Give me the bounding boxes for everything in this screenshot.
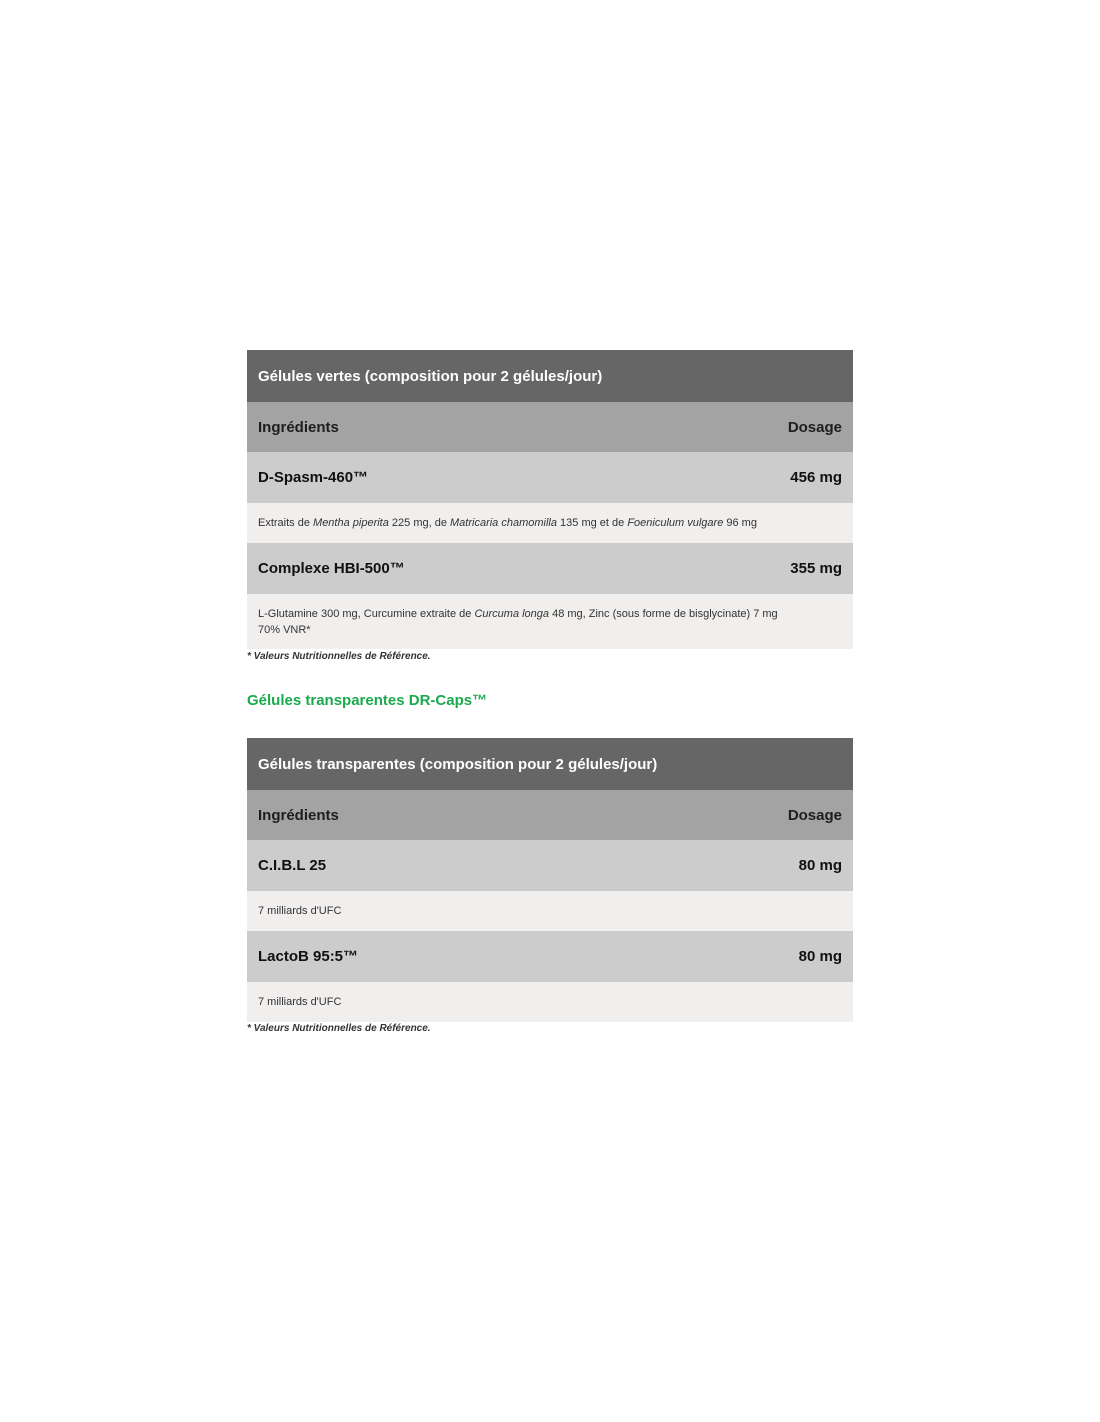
table-row [247,931,853,982]
table-title: Gélules vertes (composition pour 2 gélules/jour) [258,367,603,385]
ingredient-name: D-Spasm-460™ [258,469,369,486]
ingredient-name: C.I.B.L 25 [258,857,327,874]
ingredient-description [247,594,853,649]
table-title-row [247,738,853,790]
table-title: Gélules transparentes (composition pour 2 gélules/jour) [258,755,658,773]
desc-species: Curcuma longa [474,608,550,620]
header-dosage: Dosage [787,418,842,436]
desc-species: Foeniculum vulgare [627,517,724,529]
desc-species: Matricaria chamomilla [450,517,557,529]
ingredient-dosage: 355 mg [790,560,842,577]
ingredient-description [247,503,853,543]
desc-text: 7 milliards d'UFC [258,996,342,1008]
composition-table-green [247,350,853,649]
desc-text: Extraits de [258,517,314,529]
section-heading: Gélules transparentes DR-Caps™ [247,692,488,709]
ingredient-name: Complexe HBI-500™ [258,560,405,577]
desc-text: 225 mg, de [388,517,451,529]
desc-text: 96 mg [723,517,757,529]
ingredient-dosage: 80 mg [798,948,842,965]
ingredient-dosage: 456 mg [790,469,842,486]
desc-text: 48 mg, Zinc (sous forme de bisglycinate) 7 mg [549,608,778,620]
desc-text: 7 milliards d'UFC [258,905,342,917]
table-header-row [247,790,853,840]
desc-vnr: 70% VNR* [258,624,311,636]
ingredient-dosage: 80 mg [798,857,842,874]
header-dosage: Dosage [787,806,842,824]
desc-text: L-Glutamine 300 mg, Curcumine extraite de [258,608,475,620]
desc-text: 135 mg et de [557,517,628,529]
desc-species: Mentha piperita [313,517,389,529]
footnote: * Valeurs Nutritionnelles de Référence. [247,1023,431,1034]
header-ingredients: Ingrédients [258,418,339,436]
table-row [247,543,853,594]
header-ingredients: Ingrédients [258,806,339,824]
footnote: * Valeurs Nutritionnelles de Référence. [247,651,431,662]
ingredient-description [247,982,853,1022]
table-header-row [247,402,853,452]
table-row [247,840,853,891]
table-title-row [247,350,853,402]
ingredient-description [247,891,853,931]
table-row [247,452,853,503]
composition-table-transparent [247,738,853,1022]
ingredient-name: LactoB 95:5™ [258,948,359,965]
